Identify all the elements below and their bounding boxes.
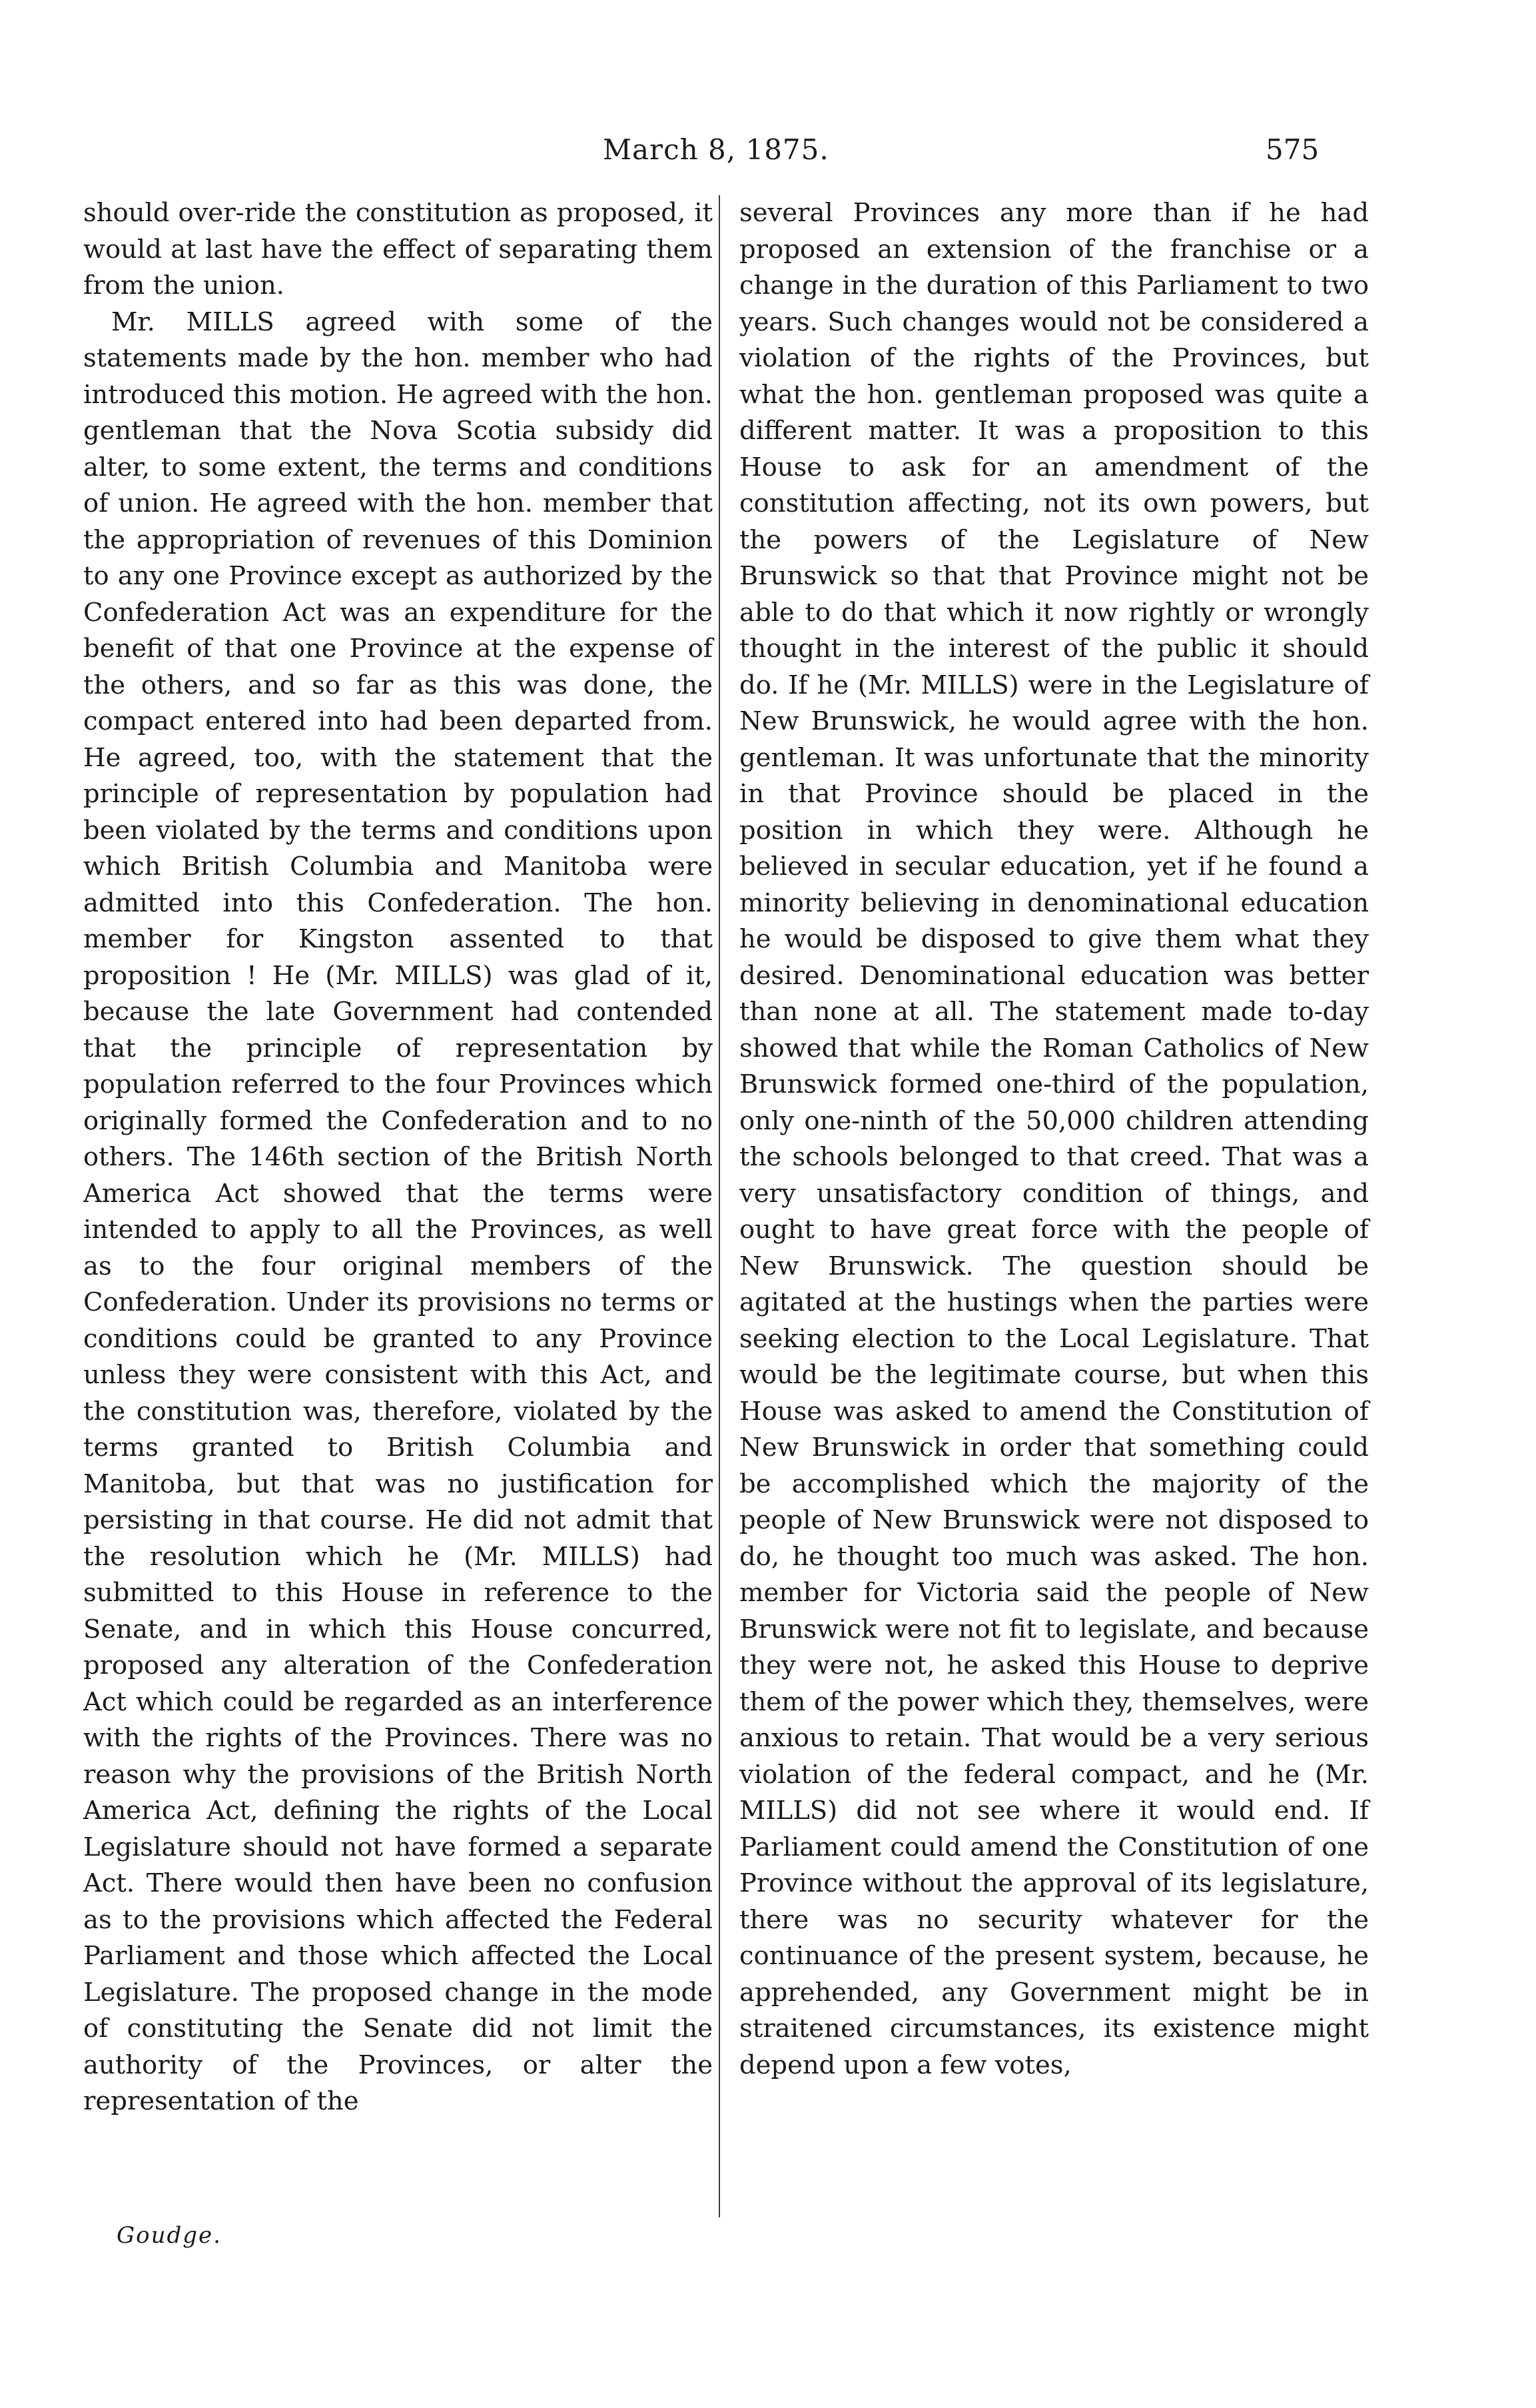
page-header bbox=[0, 133, 1536, 187]
left-paragraph-2: Mr. MILLS agreed with some of the statements made by the hon. member who had introduced this motion. He agreed with the hon. gentleman that the Nova Scotia subsidy did alter, to some extent, the terms and conditions of union. He agreed with the hon. member that the appropriation of revenues of this Dominion to any one Province except as authorized by the Confederation Act was an expenditure for the benefit of that one Province at the expense of the others, and so far as this was done, the compact entered into had been departed from. He agreed, too, with the statement that the principle of representation by population had been violated by the terms and conditions upon which British Columbia and Manitoba were admitted into this Confederation. The hon. member for Kingston assented to that proposition ! He (Mr. MILLS) was glad of it, because the late Government had contended that the principle of representation by population referred to the four Provinces which originally formed the Confederation and to no others. The 146th section of the British North America Act showed that the terms were intended to apply to all the Provinces, as well as to the four original members of the Confederation. Under its provisions no terms or conditions could be granted to any Province unless they were consistent with this Act, and the constitution was, therefore, violated by the terms granted to British Columbia and Manitoba, but that was no justification for persisting in that course. He did not admit that the resolution which he (Mr. MILLS) had submitted to this House in reference to the Senate, and in which this House concurred, proposed any alteration of the Confederation Act which could be regarded as an interference with the rights of the Provinces. There was no reason why the provisions of the British North America Act, defining the rights of the Local Legislature should not have formed a separate Act. There would then have been no confusion as to the provisions which affected the Federal Parliament and those which affected the Local Legislature. The proposed change in the mode of constituting the Senate did not limit the authority of the Provinces, or alter the representation of the bbox=[83, 306, 713, 2116]
running-head: March 8, 1875. bbox=[603, 133, 829, 166]
printer-signature: Goudge. bbox=[117, 2222, 222, 2249]
left-column bbox=[83, 195, 713, 2120]
column-divider bbox=[719, 195, 720, 2217]
right-column bbox=[739, 195, 1369, 2084]
page-number: 575 bbox=[1266, 133, 1320, 166]
left-paragraph-1: should over-ride the constitution as proposed, it would at last have the effect of separating them from the union. bbox=[83, 198, 713, 301]
right-paragraph-1: several Provinces any more than if he had proposed an extension of the franchise or a change in the duration of this Parliament to two years. Such changes would not be considered a violation of the rights of the Provinces, but what the hon. gentleman proposed was quite a different matter. It was a proposition to this House to ask for an amendment of the constitution affecting, not its own powers, but the powers of the Legislature of New Brunswick so that that Province might not be able to do that which it now rightly or wrongly thought in the interest of the public it should do. If he (Mr. MILLS) were in the Legislature of New Brunswick, he would agree with the hon. gentleman. It was unfortunate that the minority in that Province should be placed in the position in which they were. Although he believed in secular education, yet if he found a minority believing in denominational education he would be disposed to give them what they desired. Denominational education was better than none at all. The statement made to-day showed that while the Roman Catholics of New Brunswick formed one-third of the population, only one-ninth of the 50,000 children attending the schools belonged to that creed. That was a very unsatisfactory condition of things, and ought to have great force with the people of New Brunswick. The question should be agitated at the hustings when the parties were seeking election to the Local Legislature. That would be the legitimate course, but when this House was asked to amend the Constitution of New Brunswick in order that something could be accomplished which the majority of the people of New Brunswick were not disposed to do, he thought too much was asked. The hon. member for Victoria said the people of New Brunswick were not fit to legislate, and because they were not, he asked this House to deprive them of the power which they, themselves, were anxious to retain. That would be a very serious violation of the federal compact, and he (Mr. MILLS) did not see where it would end. If Parliament could amend the Constitution of one Province without the approval of its legislature, there was no security whatever for the continuance of the present system, because, he apprehended, any Government might be in straitened circumstances, its existence might depend upon a few votes, bbox=[739, 198, 1369, 2080]
